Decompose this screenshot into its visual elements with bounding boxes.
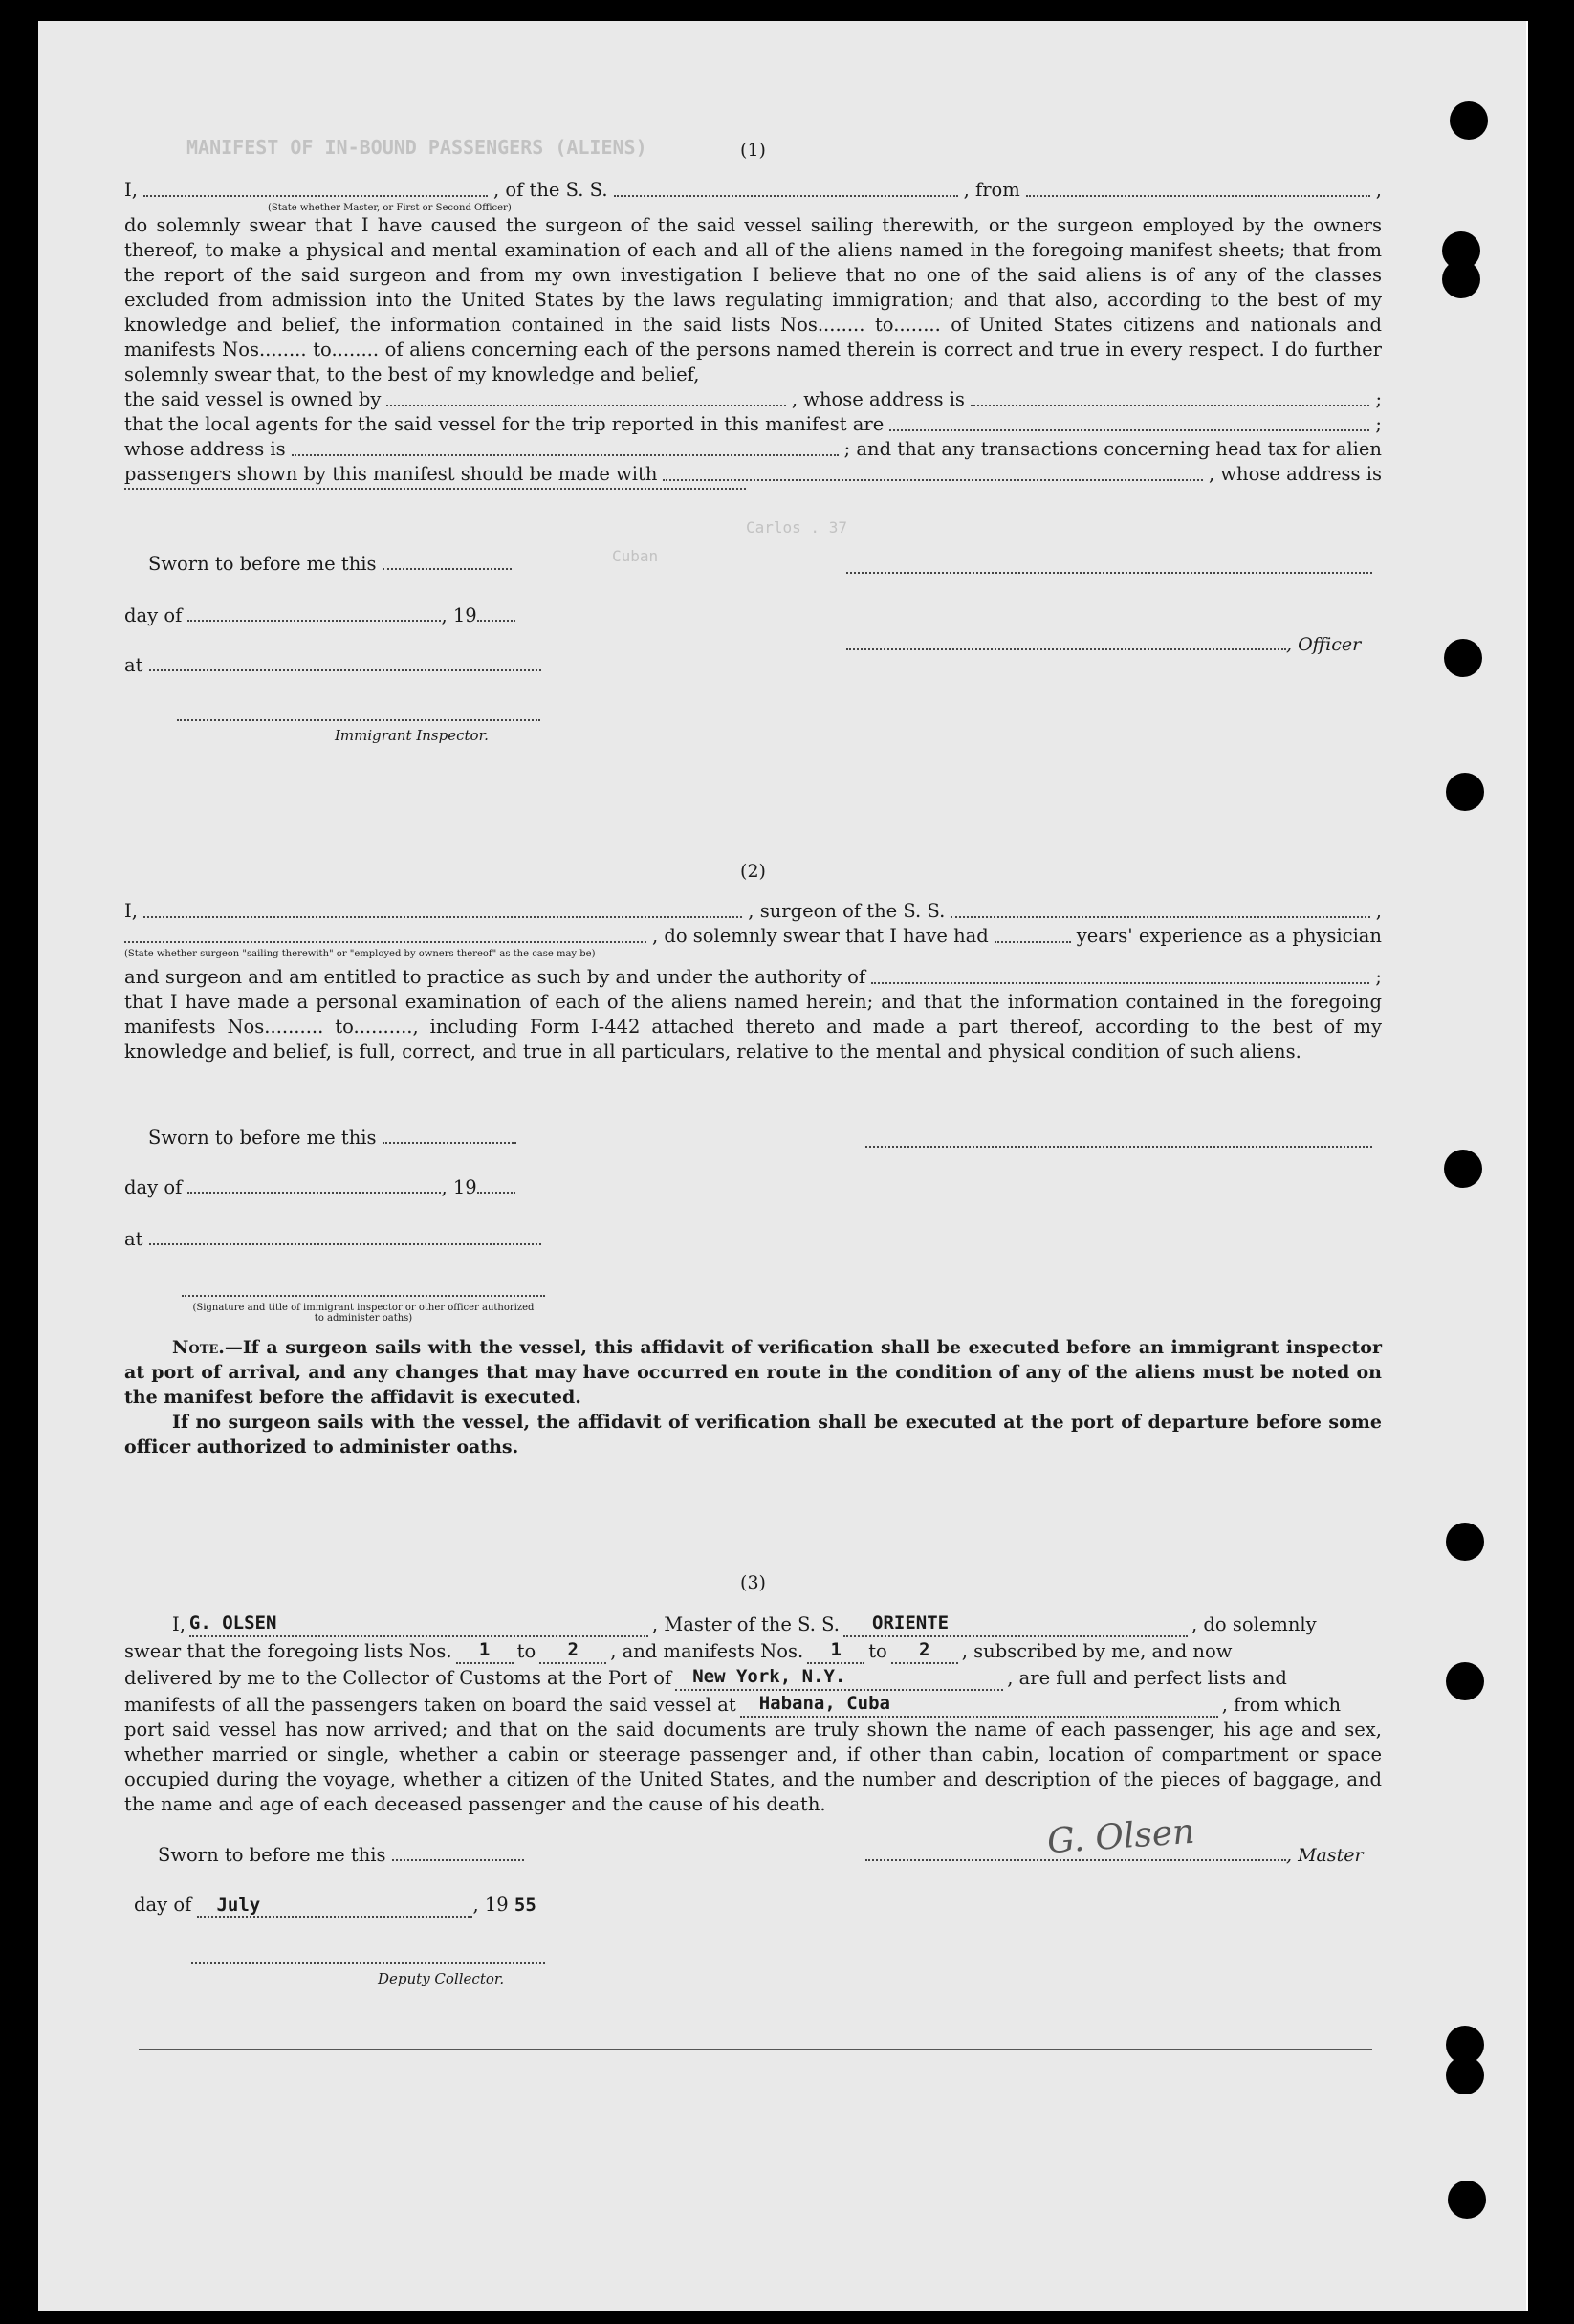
label-surgeon-of: , surgeon of the S. S. <box>748 900 946 922</box>
binder-hole <box>1444 1150 1482 1188</box>
manifests-to-field[interactable]: 2 <box>891 1637 958 1664</box>
authority-field[interactable] <box>871 981 1369 984</box>
binder-hole <box>1446 773 1484 811</box>
affidavit-collector-section <box>124 1570 1382 1817</box>
label-lists: swear that the foregoing lists Nos. <box>124 1640 452 1662</box>
surgeon-affidavit-text: that I have made a personal examination of each of the aliens named herein; and that the information contained in the foregoing manifests Nos.......... to.........., including Form I-442 attached thereto and made a part thereof, according to the best of my knowledge and belief, is full, correct, and true in all particulars, relative to the mental and physical condition of such aliens. <box>124 991 1382 1063</box>
officer-signature-field[interactable] <box>846 648 1286 650</box>
label-sworn: Sworn to before me this <box>158 1844 386 1866</box>
sworn-line-3 <box>158 1844 524 1866</box>
label-passengers: passengers shown by this manifest should be made with <box>124 463 658 485</box>
label-master-of: , Master of the S. S. <box>651 1613 841 1635</box>
port-field[interactable]: New York, N.Y. <box>675 1664 1003 1691</box>
affidavit-surgeon-section: (2) I, , surgeon of the S. S. , , do solemnly swear that I have had years' experience as a physician (State whether surgeon "sailing therewith" or "employed by owners thereof" as the case may be) and surgeon and am entitled to practice as such by and under the authority of ; that I have made a personal examination of each of the aliens named herein; and that the information contained in the foregoing manifests Nos.......... to.........., including Form I-442 attached thereto and made a part thereof, according to the best of my knowledge and belief, is full, correct, and true in all particulars, relative to the mental and physical condition of such aliens. <box>124 861 1382 1063</box>
year-field[interactable] <box>477 1192 515 1194</box>
vessel-name-field[interactable]: ORIENTE <box>843 1611 1188 1637</box>
label-inspector-signature: (Signature and title of immigrant inspector or other officer authorized to administer oaths) <box>192 1303 535 1324</box>
label-sworn: Sworn to before me this <box>148 1127 377 1149</box>
label-i: I, <box>172 1613 186 1635</box>
bleed-through-text: Cuban <box>612 547 659 565</box>
section-number: (3) <box>740 1572 766 1593</box>
label-deputy-collector: Deputy Collector. <box>378 1970 505 1987</box>
label-officer: , Officer <box>1286 634 1362 655</box>
label-day-of: day of <box>124 604 183 626</box>
label-i: I, <box>124 179 138 201</box>
lists-to-field[interactable]: 2 <box>539 1637 606 1664</box>
label-address: , whose address is <box>791 388 965 410</box>
label-year: , 19 <box>441 604 477 626</box>
affidavit-text: do solemnly swear that I have caused the surgeon of the said vessel sailing therewith, or the surgeon employed by the owners thereof, to make a physical and mental examination of each and all of the aliens named in the foregoing manifest sheets; that from the report of the said surgeon and from my own investigation I believe that no one of the said aliens is of any of the classes excluded from admission into the United States by the laws regulating immigration; and that also, according to the best of my knowledge and belief, the information contained in the said lists Nos........ to........ of United States citizens and nationals and manifests Nos........ to........ of aliens concerning each of the persons named therein is correct and true in every respect. I do further solemnly swear that, to the best of my knowledge and belief, <box>124 214 1382 385</box>
surgeon-signature-line <box>865 1146 1372 1148</box>
label-from-which: , from which <box>1221 1694 1342 1716</box>
label-full-perfect: , are full and perfect lists and <box>1007 1667 1287 1689</box>
lists-from-field[interactable]: 1 <box>456 1637 514 1664</box>
binder-hole <box>1446 1662 1484 1700</box>
label-to: to <box>516 1640 536 1662</box>
label-owned-by: the said vessel is owned by <box>124 388 382 410</box>
note-label: Note. <box>172 1337 225 1358</box>
from-port-field[interactable] <box>1026 194 1370 197</box>
label-year: , 19 <box>472 1894 509 1916</box>
years-field[interactable] <box>995 940 1071 943</box>
label-address: , whose address is <box>1208 463 1382 485</box>
binder-hole <box>1444 639 1482 677</box>
inspector-signature-line <box>177 719 540 721</box>
master-signature: G. Olsen <box>1045 1811 1196 1862</box>
label-solemnly: , do solemnly <box>1191 1613 1317 1635</box>
section-number: (2) <box>740 861 766 882</box>
manifests-from-field[interactable]: 1 <box>807 1637 864 1664</box>
surgeon-type-field[interactable] <box>124 940 646 943</box>
label-delivered: delivered by me to the Collector of Customs at the Port of <box>124 1667 672 1689</box>
place-field[interactable] <box>149 1243 541 1245</box>
bleed-through-text: Carlos . 37 <box>746 518 847 537</box>
label-of-ss: , of the S. S. <box>492 179 608 201</box>
year-field[interactable] <box>477 620 515 622</box>
label-manifests-all: manifests of all the passengers taken on board the said vessel at <box>124 1694 736 1716</box>
binder-hole <box>1446 1523 1484 1561</box>
label-head-tax: ; and that any transactions concerning head tax for alien <box>843 438 1382 460</box>
surgeon-type-hint: (State whether surgeon "sailing therewith" or "employed by owners thereof" as the case may be) <box>124 949 596 959</box>
label-to: to <box>868 1640 887 1662</box>
binder-hole <box>1450 101 1488 140</box>
sworn-date-field[interactable] <box>392 1859 524 1861</box>
sworn-line-2 <box>148 1127 516 1149</box>
label-subscribed: , subscribed by me, and now <box>961 1640 1233 1662</box>
label-day-of: day of <box>124 1176 183 1198</box>
officer-line <box>846 633 1361 655</box>
year-field[interactable]: 55 <box>514 1895 536 1916</box>
bottom-rule <box>139 2049 1372 2050</box>
signature-line <box>846 572 1372 574</box>
section-number: (1) <box>740 140 766 161</box>
surgeon-vessel-field[interactable] <box>951 915 1369 918</box>
owner-address-field[interactable] <box>971 404 1370 406</box>
binder-hole <box>1448 2181 1486 2219</box>
label-years: years' experience as a physician <box>1076 925 1382 947</box>
surgeon-name-field[interactable] <box>143 915 742 918</box>
day-field[interactable] <box>187 1192 441 1194</box>
month-field[interactable]: July <box>197 1895 472 1918</box>
label-at: at <box>124 654 143 676</box>
affidavit-master-section: (1) I, , of the S. S. , from , (State whether Master, or First or Second Officer) do solemnly swear that I have caused the surgeon of the said vessel sailing therewith, or the surgeon employed by the owners thereof, to make a physical and mental examination of each and all of the aliens named in the foregoing manifest sheets; that from the report of the said surgeon and from my own investigation I believe that no one of the said aliens is of any of the classes excluded from admission into the United States by the laws regulating immigration; and that also, according to the best of my knowledge and belief, the information contained in the said lists Nos........ to........ of United States citizens and nationals and manifests Nos........ to........ of aliens concerning each of the persons named therein is correct and true in every respect. I do further solemnly swear that, to the best of my knowledge and belief, the said vessel is owned by , whose address is ; that the local agents for the said vessel for the trip reported in this manifest are ; whose address is ; and that any transactions concerning head tax for alien passengers shown by this manifest should be made with , whose address is <box>124 138 1382 495</box>
collector-affidavit-text: port said vessel has now arrived; and that on the said documents are truly shown the name of each passenger, his age and sex, whether married or single, whether a cabin or steerage passenger and, if other than cabin, location of compartment or space occupied during the voyage, whether a citizen of the United States, and the number and description of the pieces of baggage, and the name and age of each deceased passenger and the cause of his death. <box>124 1719 1382 1815</box>
agents-address-field[interactable] <box>292 453 839 456</box>
head-tax-contact-field[interactable] <box>663 478 1203 481</box>
label-manifests: , and manifests Nos. <box>610 1640 804 1662</box>
binder-hole <box>1442 260 1480 298</box>
day-line-2 <box>124 1176 515 1198</box>
note-text: —If a surgeon sails with the vessel, this affidavit of verification shall be executed before an immigrant inspector at port of arrival, and any changes that may have occurred en route in the condition of any of the aliens must be noted on the manifest before the affidavit is executed. <box>124 1337 1382 1408</box>
bleed-through-text: MANIFEST OF IN-BOUND PASSENGERS (ALIENS) <box>186 136 647 159</box>
note-text-2: If no surgeon sails with the vessel, the affidavit of verification shall be executed at the port of departure before some officer authorized to administer oaths. <box>124 1412 1382 1458</box>
label-i: I, <box>124 900 138 922</box>
label-authority: and surgeon and am entitled to practice as such by and under the authority of <box>124 966 866 988</box>
at-line-2 <box>124 1228 541 1250</box>
label-local-agents: that the local agents for the said vessel for the trip reported in this manifest are <box>124 413 885 435</box>
binder-hole <box>1446 2056 1484 2094</box>
inspector-signature-line <box>182 1295 545 1297</box>
day-line-1 <box>124 604 515 626</box>
place-field[interactable] <box>149 669 541 671</box>
day-field[interactable] <box>187 620 441 622</box>
departure-port-field[interactable]: Habana, Cuba <box>740 1691 1218 1718</box>
label-master: , Master <box>1286 1845 1364 1866</box>
local-agents-field[interactable] <box>889 428 1369 431</box>
label-address: whose address is <box>124 438 286 460</box>
label-day-of: day of <box>134 1894 192 1916</box>
officer-name-field[interactable] <box>143 194 488 197</box>
master-name-field[interactable]: G. OLSEN <box>189 1611 648 1637</box>
label-swear: , do solemnly swear that I have had <box>651 925 989 947</box>
label-sworn: Sworn to before me this <box>148 553 377 575</box>
note-section <box>124 1335 1382 1459</box>
collector-signature-line <box>191 1962 545 1964</box>
officer-rank-hint: (State whether Master, or First or Second Officer) <box>268 203 512 213</box>
sworn-line-1 <box>148 553 512 575</box>
label-from: , from <box>963 179 1020 201</box>
contact-address-field[interactable] <box>124 487 746 490</box>
day-line-3 <box>134 1894 536 1918</box>
sworn-date-field[interactable] <box>383 568 512 570</box>
label-at: at <box>124 1228 143 1250</box>
label-year: , 19 <box>441 1176 477 1198</box>
at-line-1 <box>124 654 541 676</box>
owner-field[interactable] <box>386 404 786 406</box>
vessel-name-field[interactable] <box>614 194 958 197</box>
sworn-date-field[interactable] <box>383 1142 516 1144</box>
label-inspector: Immigrant Inspector. <box>335 727 489 744</box>
